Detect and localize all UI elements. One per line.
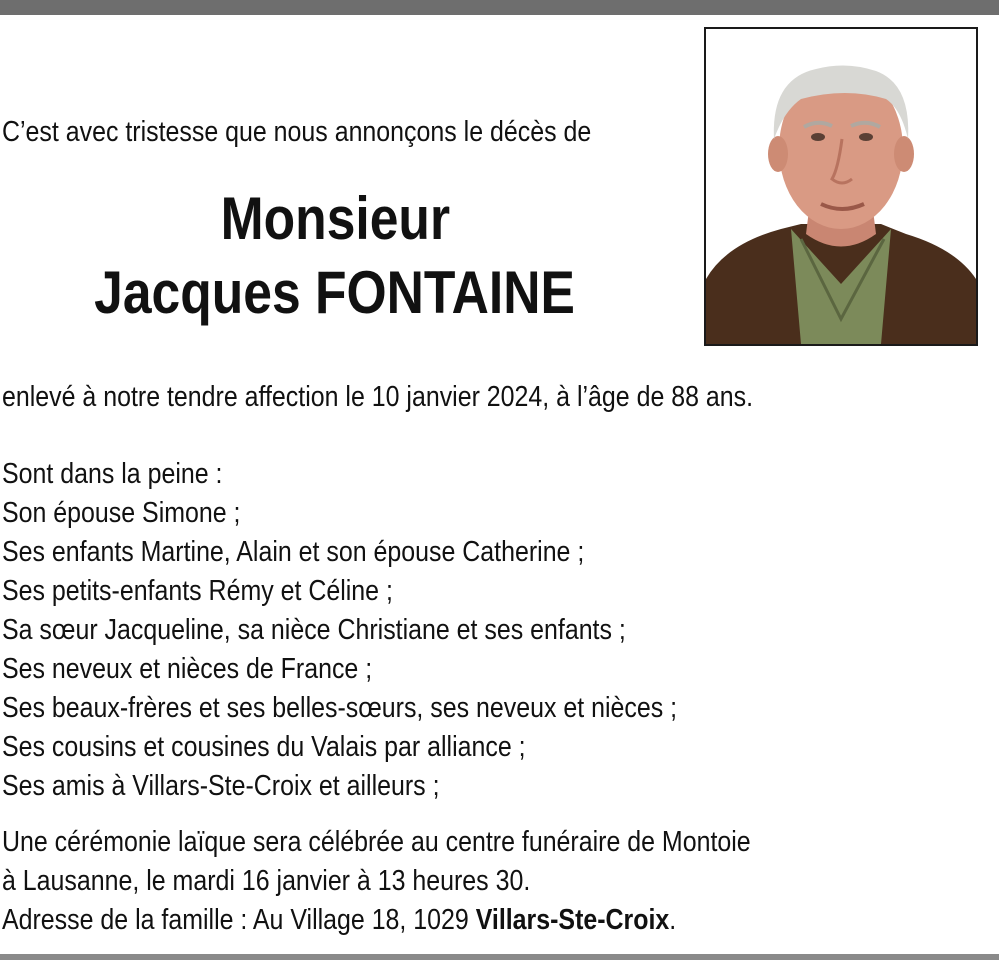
- bottom-border-bar: [0, 954, 999, 960]
- address-suffix: .: [669, 904, 677, 936]
- address-prefix: Adresse de la famille : Au Village 18, 1029: [2, 904, 476, 936]
- deceased-title: Monsieur: [220, 185, 450, 252]
- ceremony-line: à Lausanne, le mardi 16 janvier à 13 heures 30.: [2, 865, 531, 897]
- mourners-heading: Sont dans la peine :: [2, 458, 223, 490]
- mourner-line: Ses amis à Villars-Ste-Croix et ailleurs ;: [2, 770, 440, 802]
- mourner-line: Ses petits-enfants Rémy et Céline ;: [2, 575, 393, 607]
- ceremony-line: Une cérémonie laïque sera célébrée au centre funéraire de Montoie: [2, 826, 751, 858]
- deceased-name: Jacques FONTAINE: [94, 259, 576, 326]
- mourner-line: Sa sœur Jacqueline, sa nièce Christiane et ses enfants ;: [2, 614, 626, 646]
- family-address: [2, 902, 786, 938]
- top-border-bar: [0, 0, 999, 15]
- mourner-line: Ses neveux et nièces de France ;: [2, 653, 373, 685]
- portrait-photo-icon: [706, 29, 976, 344]
- mourner-line: Ses enfants Martine, Alain et son épouse Catherine ;: [2, 536, 585, 568]
- death-announcement: enlevé à notre tendre affection le 10 janvier 2024, à l’âge de 88 ans.: [2, 381, 754, 413]
- address-town: Villars-Ste-Croix: [475, 904, 670, 936]
- mourner-line: Ses beaux-frères et ses belles-sœurs, ses neveux et nièces ;: [2, 692, 678, 724]
- deceased-name-block: [2, 182, 668, 330]
- mourner-line: Son épouse Simone ;: [2, 497, 241, 529]
- mourner-line: Ses cousins et cousines du Valais par alliance ;: [2, 731, 526, 763]
- intro-text: C’est avec tristesse que nous annonçons le décès de: [2, 116, 592, 148]
- portrait-photo: [704, 27, 978, 346]
